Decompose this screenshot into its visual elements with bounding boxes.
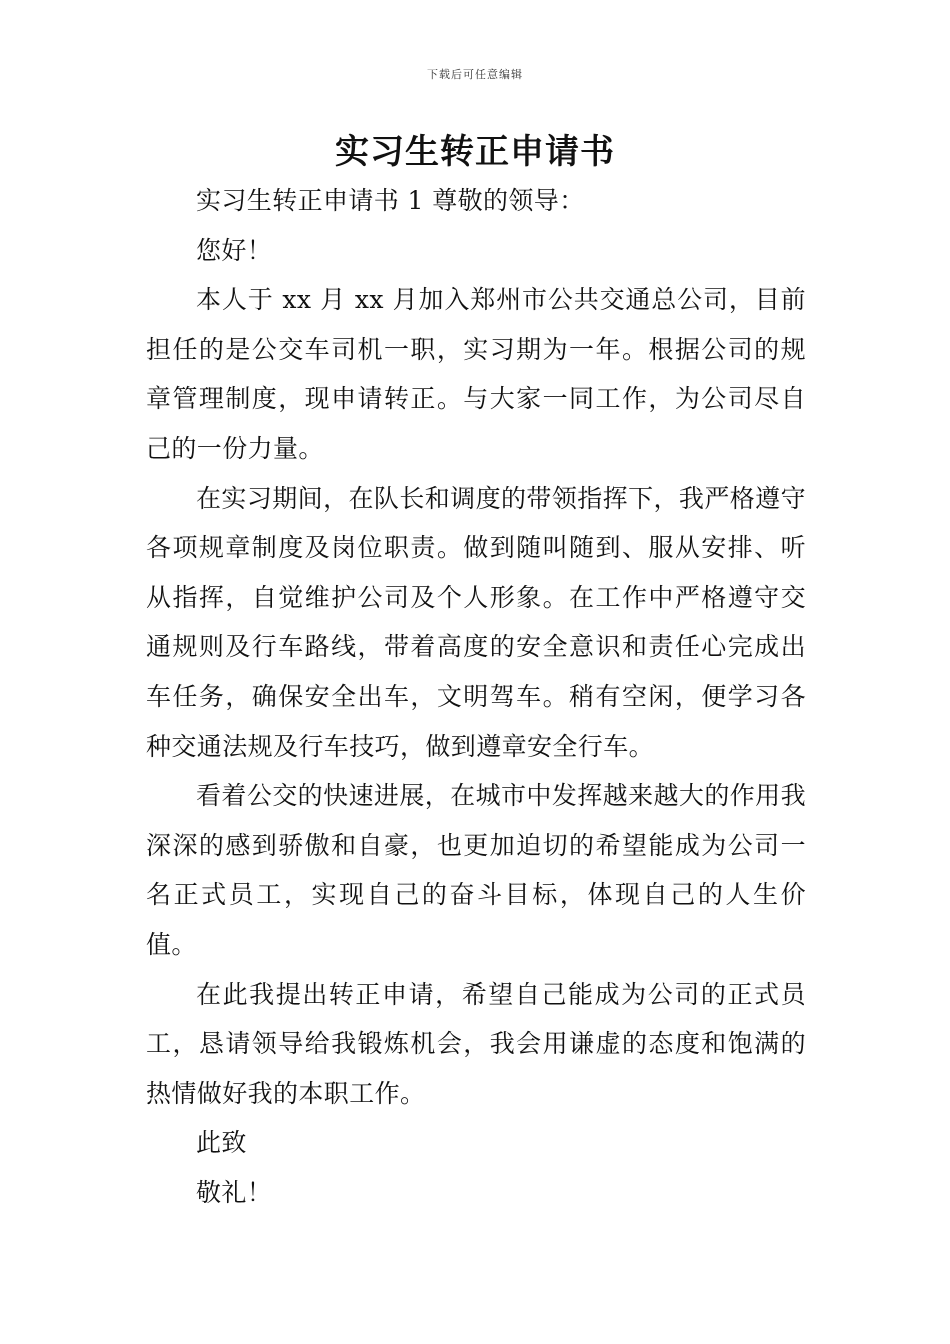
closing-phrase: 此致: [196, 1128, 247, 1158]
document-body: [146, 176, 806, 1217]
opening-line: 实习生转正申请书 1 尊敬的领导：: [196, 186, 585, 215]
document-title: 实习生转正申请书: [335, 132, 615, 172]
body-paragraph: 看着公交的快速进展，在城市中发挥越来越大的作用我深深的感到骄傲和自豪，也更加迫切的希望能成为公司一名正式员工，实现自己的奋斗目标，体现自己的人生价值。: [146, 781, 806, 959]
closing-salutation: 敬礼！: [196, 1177, 273, 1207]
header-note: 下载后可任意编辑: [427, 68, 523, 81]
body-paragraph: 在此我提出转正申请，希望自己能成为公司的正式员工，恳请领导给我锻炼机会，我会用谦虚的态度和饱满的热情做好我的本职工作。: [146, 979, 806, 1108]
body-paragraph: 本人于 xx 月 xx 月加入郑州市公共交通总公司，目前担任的是公交车司机一职，实习期为一年。根据公司的规章管理制度，现申请转正。与大家一同工作，为公司尽自己的一份力量。: [146, 285, 806, 463]
greeting: 您好！: [196, 235, 273, 265]
body-paragraph: 在实习期间，在队长和调度的带领指挥下，我严格遵守各项规章制度及岗位职责。做到随叫随到、服从安排、听从指挥，自觉维护公司及个人形象。在工作中严格遵守交通规则及行车路线，带着高度的安全意识和责任心完成出车任务，确保安全出车，文明驾车。稍有空闲，便学习各种交通法规及行车技巧，做到遵章安全行车。: [146, 483, 806, 761]
